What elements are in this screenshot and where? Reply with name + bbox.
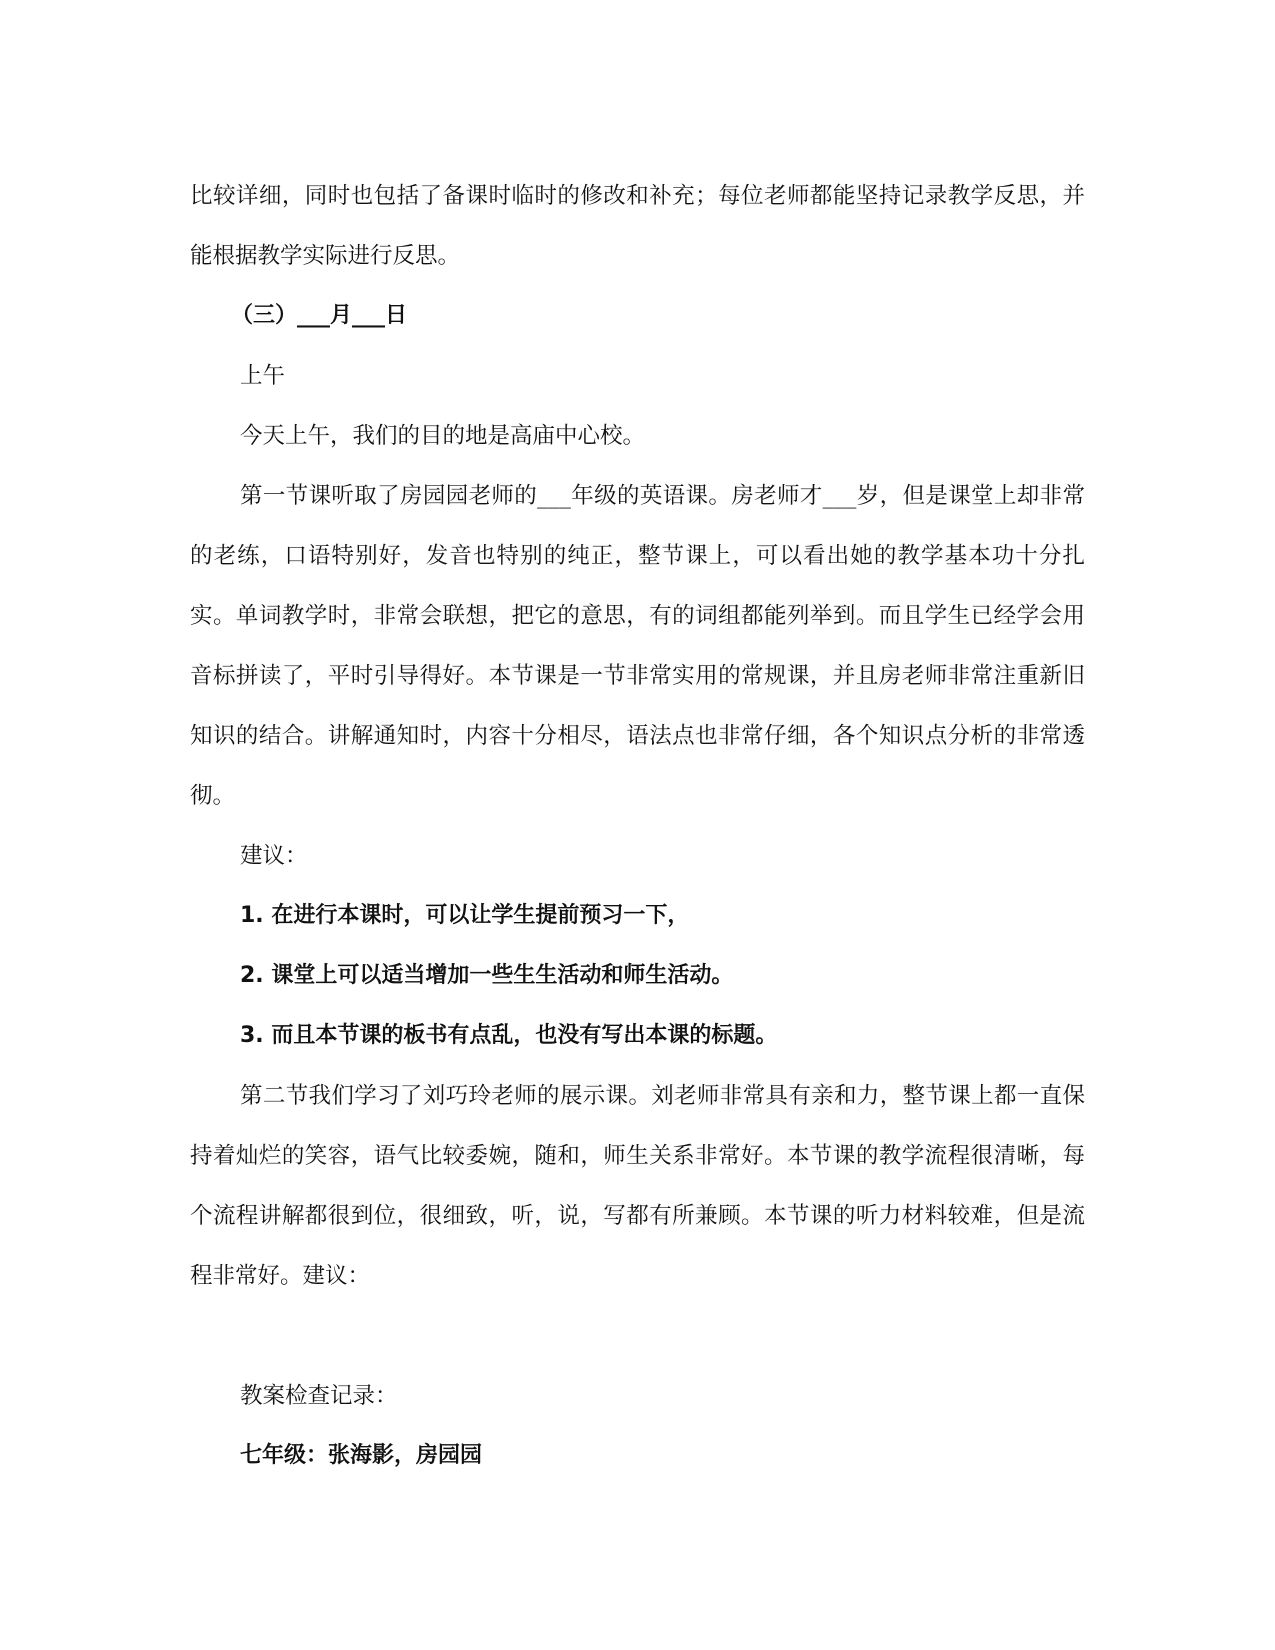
suggestion-label: 建议： — [240, 843, 308, 869]
section-heading: （三）___月___日 — [231, 303, 408, 328]
suggestion-item: 3. 而且本节课的板书有点乱，也没有写出本课的标题。 — [240, 1023, 778, 1048]
record-label: 教案检查记录： — [240, 1383, 398, 1409]
suggestion-item: 1. 在进行本课时，可以让学生提前预习一下， — [240, 903, 690, 928]
lesson2-paragraph: 第二节我们学习了刘巧玲老师的展示课。刘老师非常具有亲和力，整节课上都一直保持着灿烂的笑容，语气比较委婉，随和，师生关系非常好。本节课的教学流程很清晰，每个流程讲解都很到位，很细致，听，说，写都有所兼顾。本节课的听力材料较难，但是流程非常好。建议： — [190, 1083, 1085, 1289]
spacer — [190, 1306, 1085, 1366]
continued-paragraph: 比较详细，同时也包括了备课时临时的修改和补充；每位老师都能坚持记录教学反思，并能根据教学实际进行反思。 — [190, 183, 1085, 269]
time-of-day: 上午 — [240, 363, 286, 389]
document-body — [190, 166, 1085, 1486]
grade7-record: 七年级：张海影，房园园 — [240, 1443, 483, 1468]
suggestion-item: 2. 课堂上可以适当增加一些生生活动和师生活动。 — [240, 963, 734, 988]
intro-paragraph: 今天上午，我们的目的地是高庙中心校。 — [240, 423, 646, 449]
lesson1-paragraph: 第一节课听取了房园园老师的___年级的英语课。房老师才___岁，但是课堂上却非常的老练，口语特别好，发音也特别的纯正，整节课上，可以看出她的教学基本功十分扎实。单词教学时，非常会联想，把它的意思，有的词组都能列举到。而且学生已经学会用音标拼读了，平时引导得好。本节课是一节非常实用的常规课，并且房老师非常注重新旧知识的结合。讲解通知时，内容十分相尽，语法点也非常仔细，各个知识点分析的非常透彻。 — [190, 483, 1085, 809]
